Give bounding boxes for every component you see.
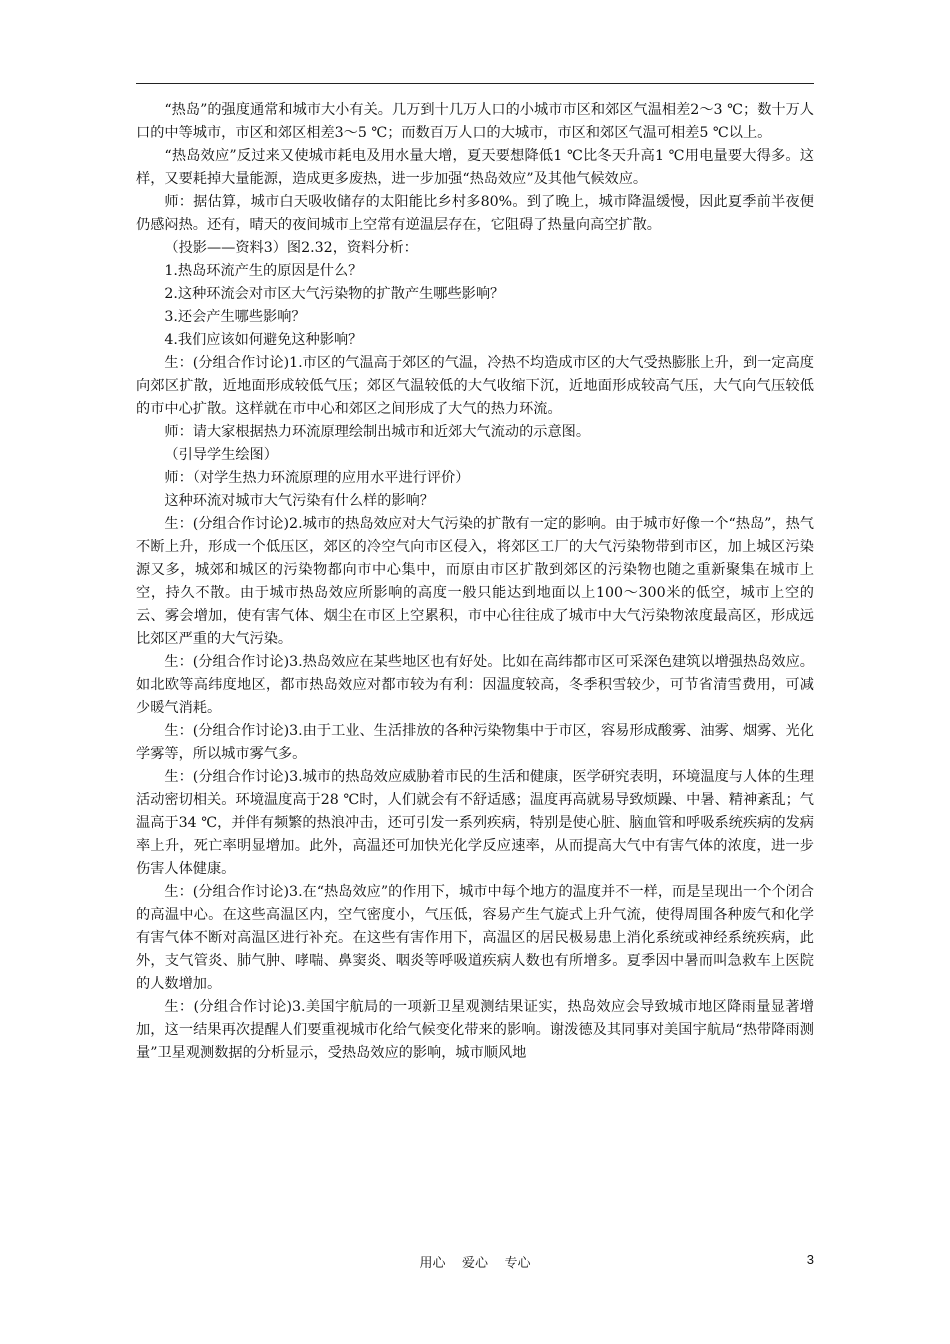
question-item: 4.我们应该如何避免这种影响？ xyxy=(164,332,363,348)
paragraph: 师：（对学生热力环流原理的应用水平进行评价） xyxy=(164,470,470,486)
paragraph: 生：(分组合作讨论)2.城市的热岛效应对大气污染的扩散有一定的影响。由于城市好像一个“热岛”，热气不断上升，形成一个低压区，郊区的冷空气向市区侵入，将郊区工厂的大气污染物带到市区，加上城区污染源又多，城郊和城区的污染物都向市中心集中，而原由市区扩散到郊区的污染物也随之重新聚集在城市上空，持久不散。由于城市热岛效应所影响的高度一般只能达到地面以上100～300米的低空，城市上空的云、雾会增加，使有害气体、烟尘在市区上空累积，市中心往往成了城市中大气污染物浓度最高区，形成远比郊区严重的大气污染。 xyxy=(136,516,814,647)
question-item: 3.还会产生哪些影响？ xyxy=(164,309,306,325)
paragraph: 生：(分组合作讨论)3.由于工业、生活排放的各种污染物集中于市区，容易形成酸雾、油雾、烟雾、光化学雾等，所以城市雾气多。 xyxy=(136,723,814,762)
paragraph: 生：(分组合作讨论)3.热岛效应在某些地区也有好处。比如在高纬都市区可采深色建筑以增强热岛效应。如北欧等高纬度地区，都市热岛效应对都市较为有利：因温度较高，冬季积雪较少，可节省清雪费用，可减少暖气消耗。 xyxy=(136,654,814,716)
header-rule xyxy=(136,83,814,84)
paragraph: 这种环流对城市大气污染有什么样的影响？ xyxy=(164,493,434,509)
paragraph: “热岛”的强度通常和城市大小有关。几万到十几万人口的小城市市区和郊区气温相差2～3 ℃；数十万人口的中等城市，市区和郊区相差3～5 ℃；而数百万人口的大城市，市区和郊区气温可相差5 ℃以上。 xyxy=(136,102,814,141)
paragraph: 师：据估算，城市白天吸收储存的太阳能比乡村多80%。到了晚上，城市降温缓慢，因此夏季前半夜便仍感闷热。还有，晴天的夜间城市上空常有逆温层存在，它阻碍了热量向高空扩散。 xyxy=(136,194,814,233)
footer-motto: 用心 爱心 专心 xyxy=(419,1256,531,1271)
page-footer xyxy=(0,1252,950,1272)
paragraph: “热岛效应”反过来又使城市耗电及用水量大增，夏天要想降低1 ℃比冬天升高1 ℃用电量要大得多。这样，又要耗掉大量能源，造成更多废热，进一步加强“热岛效应”及其他气候效应。 xyxy=(136,148,814,187)
question-item: 2.这种环流会对市区大气污染物的扩散产生哪些影响？ xyxy=(164,286,505,302)
document-body xyxy=(136,99,814,1065)
paragraph: 生：(分组合作讨论)3.在“热岛效应”的作用下，城市中每个地方的温度并不一样，而是呈现出一个个闭合的高温中心。在这些高温区内，空气密度小，气压低，容易产生气旋式上升气流，使得周围各种废气和化学有害气体不断对高温区进行补充。在这些有害作用下，高温区的居民极易患上消化系统或神经系统疾病，此外，支气管炎、肺气肿、哮喘、鼻窦炎、咽炎等呼吸道疾病人数也有所增多。夏季因中暑而叫急救车上医院的人数增加。 xyxy=(136,884,814,992)
page-number: 3 xyxy=(806,1252,814,1267)
paragraph: 生：(分组合作讨论)3.城市的热岛效应威胁着市民的生活和健康，医学研究表明，环境温度与人体的生理活动密切相关。环境温度高于28 ℃时，人们就会有不舒适感；温度再高就易导致烦躁、中暑、精神紊乱；气温高于34 ℃，并伴有频繁的热浪冲击，还可引发一系列疾病，特别是使心脏、脑血管和呼吸系统疾病的发病率上升，死亡率明显增加。此外，高温还可加快光化学反应速率，从而提高大气中有害气体的浓度，进一步伤害人体健康。 xyxy=(136,769,814,877)
question-item: 1.热岛环流产生的原因是什么？ xyxy=(164,263,363,279)
paragraph: 生：(分组合作讨论)3.美国宇航局的一项新卫星观测结果证实，热岛效应会导致城市地区降雨量显著增加，这一结果再次提醒人们要重视城市化给气候变化带来的影响。谢泼德及其同事对美国宇航局“热带降雨测量”卫星观测数据的分析显示，受热岛效应的影响，城市顺风地 xyxy=(136,999,814,1061)
paragraph: 师：请大家根据热力环流原理绘制出城市和近郊大气流动的示意图。 xyxy=(164,424,591,440)
paragraph: （投影——资料3）图2.32，资料分析： xyxy=(164,240,418,256)
paragraph: （引导学生绘图） xyxy=(164,447,278,463)
paragraph: 生：(分组合作讨论)1.市区的气温高于郊区的气温，冷热不均造成市区的大气受热膨胀上升，到一定高度向郊区扩散，近地面形成较低气压；郊区气温较低的大气收缩下沉，近地面形成较高气压，大气向气压较低的市中心扩散。这样就在市中心和郊区之间形成了大气的热力环流。 xyxy=(136,355,814,417)
